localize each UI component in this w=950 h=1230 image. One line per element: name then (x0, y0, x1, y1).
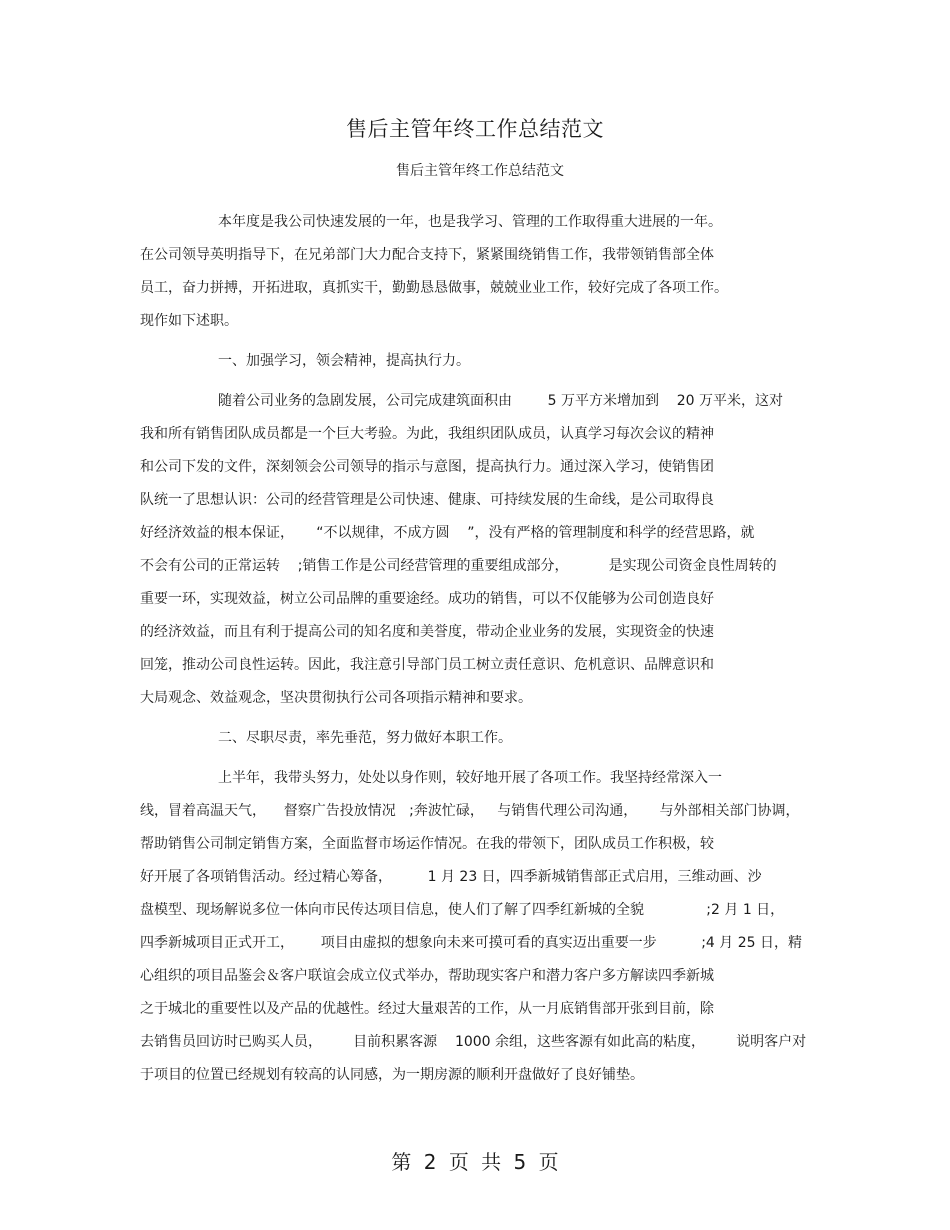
paragraph-line: 现作如下述职。 (140, 313, 238, 329)
paragraph-line: 盘模型、现场解说多位一体向市民传达项目信息，使人们了解了四季红新城的全貌 ;2 月 1 日， (140, 902, 785, 918)
paragraph-line: 帮助销售公司制定销售方案，全面监督市场运作情况。在我的带领下，团队成员工作积极，较 (140, 836, 714, 852)
paragraph-line: 在公司领导英明指导下，在兄弟部门大力配合支持下，紧紧围绕销售工作，我带领销售部全体 (140, 247, 714, 263)
paragraph-line: 线，冒着高温天气， 督察广告投放情况 ;奔波忙碌， 与销售代理公司沟通， 与外部相关部门协调， (140, 803, 800, 819)
paragraph-line: 之于城北的重要性以及产品的优越性。经过大量艰苦的工作，从一月底销售部开张到目前，除 (140, 1001, 714, 1017)
section-heading: 二、尽职尽责，率先垂范，努力做好本职工作。 (218, 730, 512, 746)
paragraph-line: 本年度是我公司快速发展的一年，也是我学习、管理的工作取得重大进展的一年。 (218, 214, 722, 230)
document-title: 售后主管年终工作总结范文 (346, 117, 604, 141)
paragraph-line: 我和所有销售团队成员都是一个巨大考验。为此，我组织团队成员，认真学习每次会议的精神 (140, 426, 714, 442)
paragraph-line: 好开展了各项销售活动。经过精心筹备， 1 月 23 日，四季新城销售部正式启用，三维动画、沙 (140, 869, 762, 885)
paragraph-line: 大局观念、效益观念，坚决贯彻执行公司各项指示精神和要求。 (140, 690, 532, 706)
document-subtitle: 售后主管年终工作总结范文 (396, 163, 564, 179)
paragraph-line: 四季新城项目正式开工， 项目由虚拟的想象向未来可摸可看的真实迈出重要一步 ;4 月 25 日，精 (140, 935, 802, 951)
page-indicator: 第 2 页 共 5 页 (391, 1150, 559, 1174)
paragraph-line: 和公司下发的文件，深刻领会公司领导的指示与意图，提高执行力。通过深入学习，使销售团 (140, 459, 714, 475)
paragraph-line: 去销售员回访时已购买人员， 目前积累客源 1000 余组，这些客源有如此高的粘度， 说明客户对 (140, 1034, 807, 1050)
section-heading: 一、加强学习，领会精神，提高执行力。 (218, 353, 470, 369)
paragraph-line: 队统一了思想认识：公司的经营管理是公司快速、健康、可持续发展的生命线，是公司取得良 (140, 492, 714, 508)
paragraph-line: 好经济效益的根本保证， “不以规律，不成方圆 ”，没有严格的管理制度和科学的经营思路，就 (140, 525, 755, 541)
paragraph-line: 于项目的位置已经规划有较高的认同感，为一期房源的顺利开盘做好了良好铺垫。 (140, 1067, 644, 1083)
paragraph-line: 不会有公司的正常运转 ;销售工作是公司经营管理的重要组成部分， 是实现公司资金良性周转的 (140, 558, 777, 574)
paragraph-line: 回笼，推动公司良性运转。因此，我注意引导部门员工树立责任意识、危机意识、品牌意识和 (140, 657, 714, 673)
paragraph-line: 重要一环，实现效益，树立公司品牌的重要途经。成功的销售，可以不仅能够为公司创造良好 (140, 591, 714, 607)
document-body (140, 212, 820, 1098)
paragraph-line: 随着公司业务的急剧发展，公司完成建筑面积由 5 万平方米增加到 20 万平米，这对 (218, 393, 784, 409)
paragraph-line: 心组织的项目品鉴会＆客户联谊会成立仪式举办，帮助现实客户和潜力客户多方解读四季新城 (140, 968, 714, 984)
paragraph-line: 的经济效益，而且有利于提高公司的知名度和美誉度，带动企业业务的发展，实现资金的快速 (140, 624, 714, 640)
paragraph-line: 员工，奋力拼搏，开拓进取，真抓实干，勤勤恳恳做事，兢兢业业工作，较好完成了各项工作。 (140, 280, 728, 296)
paragraph-line: 上半年，我带头努力，处处以身作则，较好地开展了各项工作。我坚持经常深入一 (218, 770, 722, 786)
